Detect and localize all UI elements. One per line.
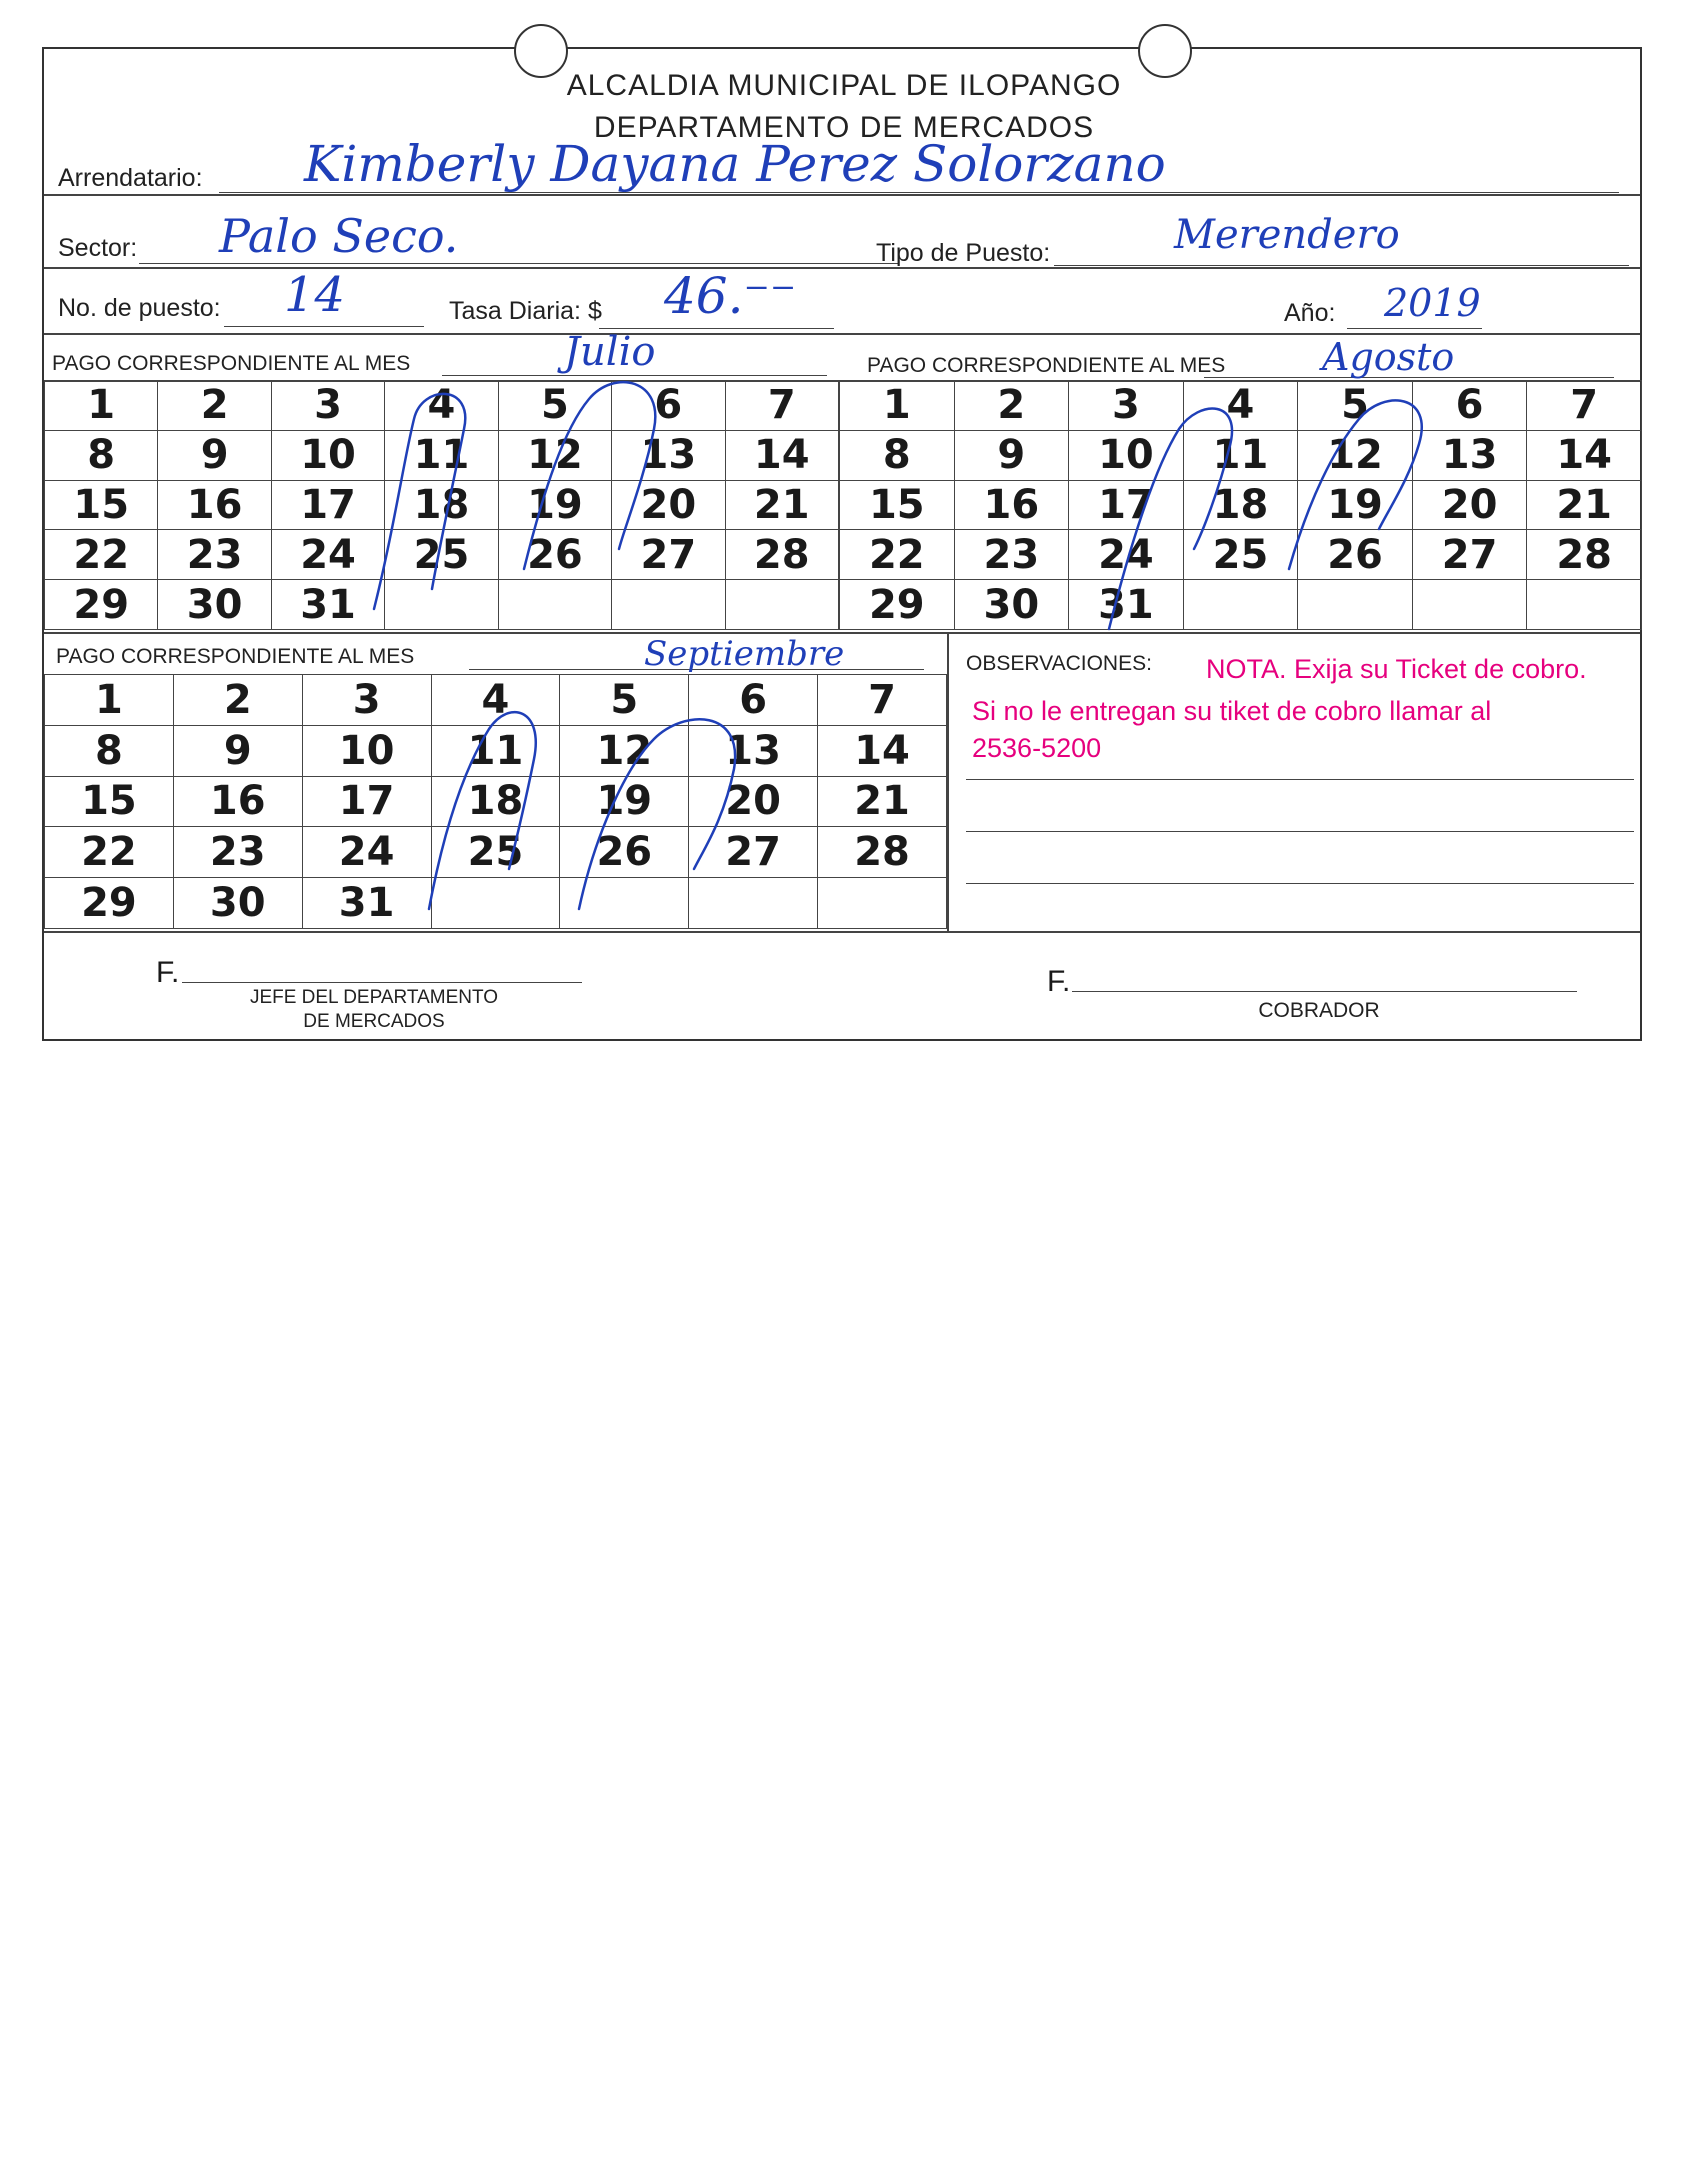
sector-line: [139, 263, 899, 264]
calendar-row: [840, 530, 1642, 580]
day-cell: 14: [818, 725, 947, 776]
calendar-row: [45, 725, 947, 776]
day-cell: 23: [173, 827, 302, 878]
day-cell: 31: [1069, 580, 1184, 630]
calendar-row: [45, 776, 947, 827]
day-cell: [385, 580, 498, 630]
calendar-agosto: [839, 380, 1642, 630]
nota-text: NOTA. Exija su Ticket de cobro.: [1206, 654, 1587, 684]
day-cell: 5: [1298, 381, 1413, 431]
day-cell: 10: [271, 430, 384, 480]
tipo-puesto-line: [1054, 265, 1629, 266]
calendar-row: [840, 381, 1642, 431]
day-cell: 15: [840, 480, 955, 530]
day-cell: 31: [302, 878, 431, 929]
day-cell: 30: [954, 580, 1069, 630]
month-line-1: [442, 375, 827, 376]
day-cell: 27: [612, 530, 725, 580]
day-cell: 22: [45, 827, 174, 878]
day-cell: 11: [385, 430, 498, 480]
day-cell: 9: [954, 430, 1069, 480]
day-cell: 28: [818, 827, 947, 878]
day-cell: 7: [1527, 381, 1642, 431]
day-cell: 24: [1069, 530, 1184, 580]
day-cell: 8: [45, 430, 158, 480]
tasa-label: Tasa Diaria: $: [449, 297, 602, 325]
day-cell: 22: [45, 530, 158, 580]
day-cell: 25: [1183, 530, 1298, 580]
month-label-2: PAGO CORRESPONDIENTE AL MES: [867, 354, 1226, 377]
day-cell: [431, 878, 560, 929]
day-cell: 17: [302, 776, 431, 827]
signature-f-jefe: F.: [156, 956, 180, 989]
puesto-value: 14: [284, 267, 346, 323]
day-cell: 17: [1069, 480, 1184, 530]
observaciones-label: OBSERVACIONES:: [966, 652, 1152, 675]
puesto-label: No. de puesto:: [58, 294, 221, 322]
day-cell: 25: [385, 530, 498, 580]
day-cell: 14: [725, 430, 838, 480]
calendar-row: [45, 580, 839, 630]
calendar-row: [45, 878, 947, 929]
day-cell: 9: [173, 725, 302, 776]
day-cell: 7: [818, 675, 947, 726]
day-cell: 30: [158, 580, 271, 630]
day-cell: 30: [173, 878, 302, 929]
day-cell: 2: [158, 381, 271, 431]
tipo-puesto-label: Tipo de Puesto:: [876, 239, 1051, 267]
day-cell: 9: [158, 430, 271, 480]
day-cell: 14: [1527, 430, 1642, 480]
day-cell: 6: [612, 381, 725, 431]
day-cell: 20: [689, 776, 818, 827]
calendar-row: [45, 827, 947, 878]
day-cell: 17: [271, 480, 384, 530]
arrendatario-value: Kimberly Dayana Perez Solorzano: [304, 135, 1166, 193]
day-cell: 19: [560, 776, 689, 827]
day-cell: 5: [498, 381, 611, 431]
day-cell: 27: [689, 827, 818, 878]
tipo-puesto-value: Merendero: [1174, 212, 1400, 258]
day-cell: 21: [725, 480, 838, 530]
sector-label: Sector:: [58, 234, 138, 262]
month-value-3: Septiembre: [644, 634, 845, 674]
day-cell: 4: [431, 675, 560, 726]
calendar-septiembre: [44, 674, 947, 929]
day-cell: 4: [1183, 381, 1298, 431]
calendar-julio: [44, 380, 839, 630]
day-cell: 26: [498, 530, 611, 580]
day-cell: 1: [840, 381, 955, 431]
day-cell: 4: [385, 381, 498, 431]
puesto-line: [224, 326, 424, 327]
day-cell: 15: [45, 480, 158, 530]
day-cell: [1298, 580, 1413, 630]
day-cell: [560, 878, 689, 929]
day-cell: [818, 878, 947, 929]
day-cell: 29: [45, 580, 158, 630]
month-value-2: Agosto: [1322, 335, 1455, 379]
calendar-row: [840, 430, 1642, 480]
month-label-3: PAGO CORRESPONDIENTE AL MES: [56, 645, 415, 668]
day-cell: 16: [173, 776, 302, 827]
day-cell: 29: [840, 580, 955, 630]
day-cell: 2: [954, 381, 1069, 431]
day-cell: 21: [818, 776, 947, 827]
calendar-row: [45, 381, 839, 431]
day-cell: 3: [271, 381, 384, 431]
calendar-row: [45, 675, 947, 726]
calendar-row: [840, 580, 1642, 630]
day-cell: 26: [560, 827, 689, 878]
day-cell: 3: [1069, 381, 1184, 431]
calendar-row: [45, 480, 839, 530]
day-cell: 6: [1412, 381, 1527, 431]
sector-value: Palo Seco.: [219, 209, 459, 263]
day-cell: [725, 580, 838, 630]
day-cell: 8: [840, 430, 955, 480]
day-cell: 3: [302, 675, 431, 726]
header-subtitle: DEPARTAMENTO DE MERCADOS: [593, 111, 1095, 144]
day-cell: 24: [302, 827, 431, 878]
day-cell: 10: [302, 725, 431, 776]
day-cell: [1183, 580, 1298, 630]
obs-line: [966, 883, 1634, 884]
day-cell: 20: [612, 480, 725, 530]
day-cell: 16: [954, 480, 1069, 530]
day-cell: 2: [173, 675, 302, 726]
day-cell: 18: [431, 776, 560, 827]
day-cell: 5: [560, 675, 689, 726]
divider: [44, 931, 1640, 933]
day-cell: 29: [45, 878, 174, 929]
day-cell: 27: [1412, 530, 1527, 580]
day-cell: 22: [840, 530, 955, 580]
day-cell: 12: [1298, 430, 1413, 480]
calendar-row: [840, 480, 1642, 530]
divider: [44, 194, 1640, 196]
jefe-caption-1: JEFE DEL DEPARTAMENTO: [249, 987, 499, 1008]
day-cell: [1412, 580, 1527, 630]
day-cell: 1: [45, 675, 174, 726]
day-cell: 18: [385, 480, 498, 530]
day-cell: 23: [158, 530, 271, 580]
day-cell: 10: [1069, 430, 1184, 480]
day-cell: 11: [1183, 430, 1298, 480]
day-cell: 12: [498, 430, 611, 480]
day-cell: 7: [725, 381, 838, 431]
day-cell: 6: [689, 675, 818, 726]
day-cell: [612, 580, 725, 630]
day-cell: 28: [1527, 530, 1642, 580]
day-cell: 15: [45, 776, 174, 827]
month-value-1: Julio: [564, 329, 656, 375]
day-cell: 19: [1298, 480, 1413, 530]
day-cell: 16: [158, 480, 271, 530]
signature-line-cobrador: [1072, 991, 1577, 992]
day-cell: 19: [498, 480, 611, 530]
day-cell: 18: [1183, 480, 1298, 530]
month-label-1: PAGO CORRESPONDIENTE AL MES: [52, 352, 411, 375]
day-cell: 26: [1298, 530, 1413, 580]
day-cell: 13: [689, 725, 818, 776]
header-title: ALCALDIA MUNICIPAL DE ILOPANGO: [566, 69, 1122, 102]
ticket-instruction: Si no le entregan su tiket de cobro llamar al: [972, 696, 1492, 726]
day-cell: [498, 580, 611, 630]
day-cell: 24: [271, 530, 384, 580]
day-cell: 8: [45, 725, 174, 776]
obs-line: [966, 779, 1634, 780]
jefe-caption-2: DE MERCADOS: [303, 1011, 445, 1032]
rental-card: [42, 47, 1642, 1041]
calendar-row: [45, 430, 839, 480]
day-cell: 31: [271, 580, 384, 630]
day-cell: 12: [560, 725, 689, 776]
cobrador-caption: COBRADOR: [1258, 999, 1380, 1022]
day-cell: 28: [725, 530, 838, 580]
day-cell: 25: [431, 827, 560, 878]
day-cell: 23: [954, 530, 1069, 580]
tasa-value: 46.⁻⁻: [664, 267, 797, 325]
day-cell: 13: [612, 430, 725, 480]
signature-f-cobrador: F.: [1047, 965, 1071, 998]
anio-value: 2019: [1384, 281, 1481, 325]
day-cell: 13: [1412, 430, 1527, 480]
anio-line: [1347, 328, 1482, 329]
calendar-row: [45, 530, 839, 580]
anio-label: Año:: [1284, 299, 1336, 327]
signature-line-jefe: [182, 982, 582, 983]
day-cell: [689, 878, 818, 929]
day-cell: 1: [45, 381, 158, 431]
day-cell: [1527, 580, 1642, 630]
phone-number: 2536-5200: [972, 733, 1102, 763]
obs-line: [966, 831, 1634, 832]
day-cell: 11: [431, 725, 560, 776]
arrendatario-label: Arrendatario:: [58, 164, 203, 192]
day-cell: 20: [1412, 480, 1527, 530]
day-cell: 21: [1527, 480, 1642, 530]
obs-divider: [947, 632, 949, 931]
